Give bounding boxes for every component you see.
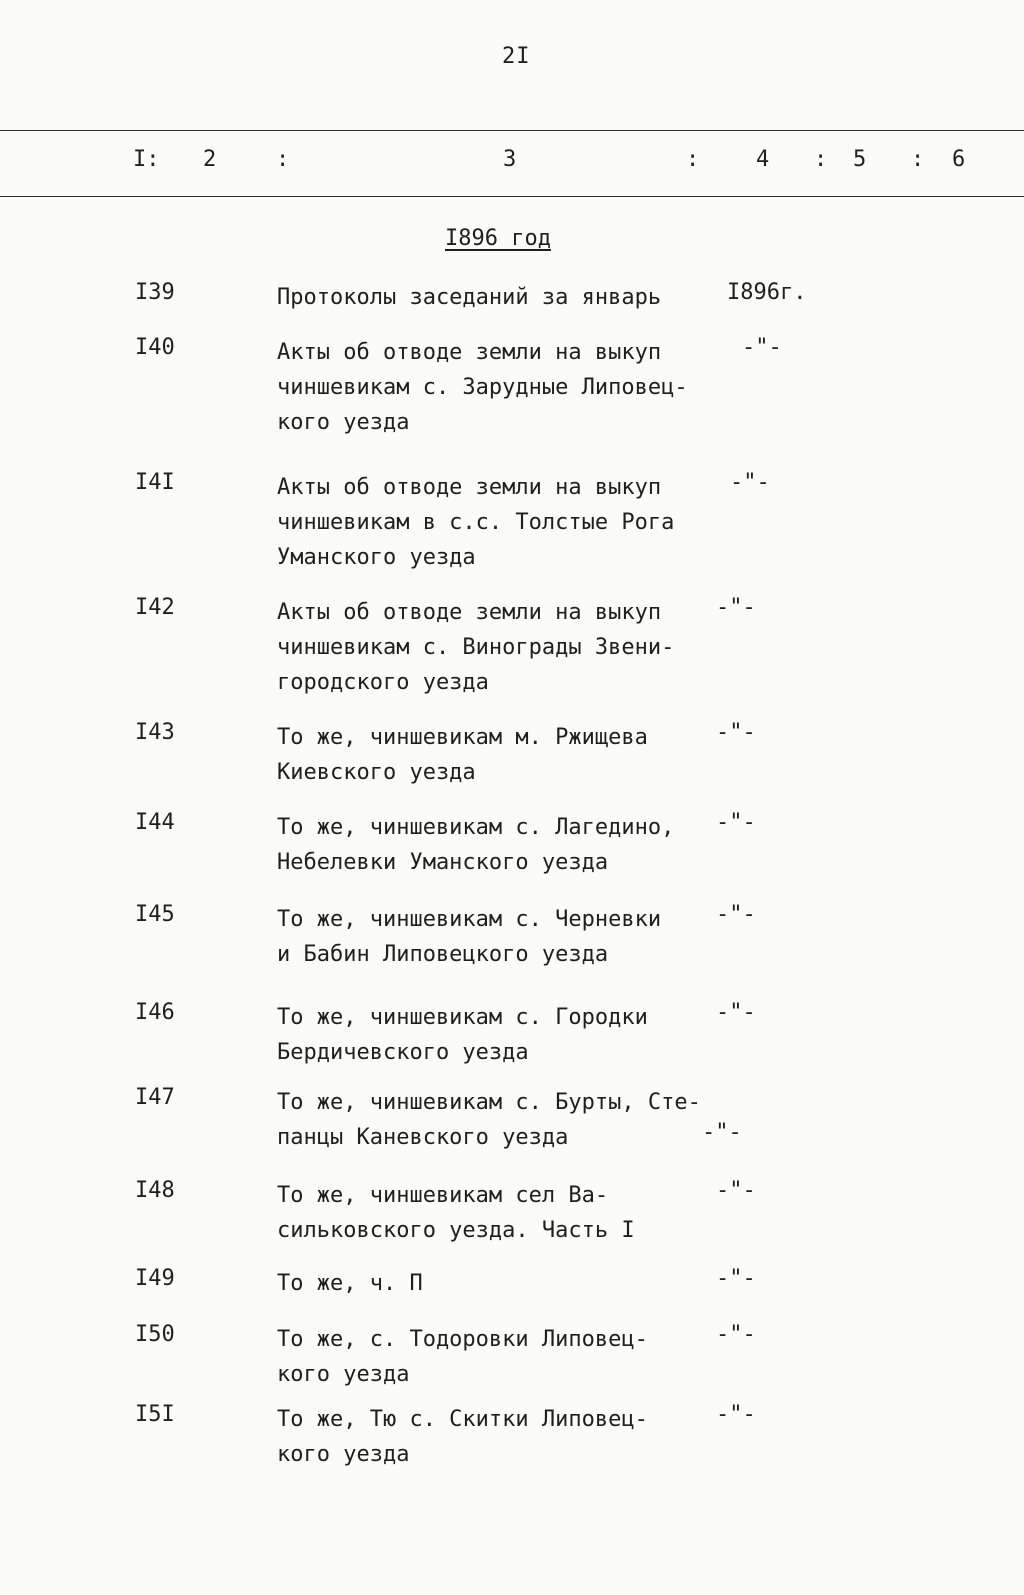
header-rule-top [0, 130, 1024, 131]
item-number: I5I [135, 1402, 175, 1427]
item-number: I47 [135, 1085, 175, 1110]
item-number: I50 [135, 1322, 175, 1347]
item-date: -"- [730, 470, 770, 495]
column-header-4: 4 [756, 147, 770, 172]
description-line: чиншевикам с. Винограды Звени- [277, 635, 675, 660]
item-description [277, 470, 747, 575]
item-description [277, 902, 747, 972]
item-date: -"- [702, 1120, 742, 1145]
item-date: I896г. [727, 280, 807, 305]
item-date: -"- [716, 595, 756, 620]
description-line: Бердичевского уезда [277, 1040, 529, 1065]
item-description [277, 595, 747, 700]
description-line: кого уезда [277, 1362, 410, 1387]
column-header-3: 3 [503, 147, 517, 172]
description-line: Небелевки Уманского уезда [277, 850, 609, 875]
description-line: Акты об отводе земли на выкуп [277, 340, 662, 365]
section-title: I896 год [445, 226, 551, 251]
description-line: Акты об отводе земли на выкуп [277, 600, 662, 625]
item-number: I44 [135, 810, 175, 835]
item-description [277, 1402, 747, 1472]
item-number: I39 [135, 280, 175, 305]
item-date: -"- [716, 1322, 756, 1347]
item-date: -"- [742, 335, 782, 360]
description-line: городского уезда [277, 670, 489, 695]
item-date: -"- [716, 810, 756, 835]
item-number: I42 [135, 595, 175, 620]
item-description [277, 720, 747, 790]
description-line: То же, чиншевикам с. Бурты, Сте- [277, 1090, 701, 1115]
item-number: I49 [135, 1266, 175, 1291]
description-line: То же, чиншевикам с. Черневки [277, 907, 662, 932]
item-date: -"- [716, 1402, 756, 1427]
description-line: То же, чиншевикам с. Лагедино, [277, 815, 675, 840]
description-line: То же, чиншевикам сел Ва- [277, 1183, 609, 1208]
column-header-2: 2 [203, 147, 217, 172]
item-description [277, 335, 747, 440]
description-line: То же, Тю с. Скитки Липовец- [277, 1407, 648, 1432]
description-line: Протоколы заседаний за январь [277, 285, 662, 310]
item-description [277, 1000, 747, 1070]
column-header-5: 5 [853, 147, 867, 172]
item-description [277, 1266, 747, 1301]
description-line: То же, чиншевикам м. Ржищева [277, 725, 648, 750]
description-line: То же, ч. П [277, 1271, 423, 1296]
item-number: I45 [135, 902, 175, 927]
description-line: сильковского уезда. Часть I [277, 1218, 635, 1243]
item-date: -"- [716, 1178, 756, 1203]
item-number: I46 [135, 1000, 175, 1025]
page-number: 2I [502, 44, 531, 69]
column-header-1: I: [133, 147, 160, 172]
column-separator: : [814, 147, 828, 172]
description-line: и Бабин Липовецкого уезда [277, 942, 609, 967]
description-line: Киевского уезда [277, 760, 476, 785]
column-separator: : [911, 147, 925, 172]
description-line: кого уезда [277, 1442, 410, 1467]
column-separator: : [276, 147, 290, 172]
item-number: I4I [135, 470, 175, 495]
item-description [277, 810, 747, 880]
item-date: -"- [716, 902, 756, 927]
item-date: -"- [716, 720, 756, 745]
description-line: То же, чиншевикам с. Городки [277, 1005, 648, 1030]
item-description [277, 1085, 747, 1155]
item-date: -"- [716, 1000, 756, 1025]
item-description [277, 280, 747, 315]
item-number: I48 [135, 1178, 175, 1203]
description-line: кого уезда [277, 410, 410, 435]
item-number: I43 [135, 720, 175, 745]
description-line: Уманского уезда [277, 545, 476, 570]
item-description [277, 1322, 747, 1392]
column-separator: : [686, 147, 700, 172]
description-line: Акты об отводе земли на выкуп [277, 475, 662, 500]
description-line: чиншевикам с. Зарудные Липовец- [277, 375, 688, 400]
description-line: чиншевикам в с.с. Толстые Рога [277, 510, 675, 535]
description-line: панцы Каневского уезда [277, 1125, 569, 1150]
item-date: -"- [716, 1266, 756, 1291]
item-description [277, 1178, 747, 1248]
column-header-6: 6 [952, 147, 966, 172]
description-line: То же, с. Тодоровки Липовец- [277, 1327, 648, 1352]
item-number: I40 [135, 335, 175, 360]
header-rule-bottom [0, 196, 1024, 197]
